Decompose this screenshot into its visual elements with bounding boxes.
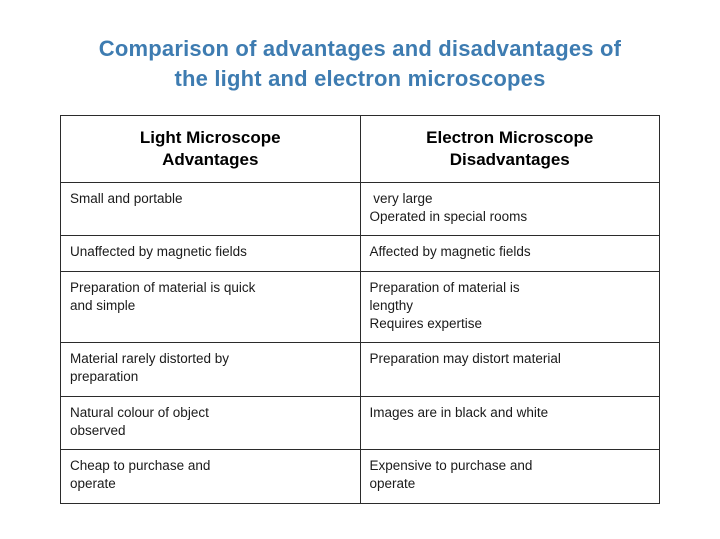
table-row — [61, 236, 660, 271]
table-row — [61, 396, 660, 449]
column-header-light-line-1: Light Microscope — [139, 128, 281, 148]
cell-text: observed — [70, 422, 126, 438]
column-header-light-line-2: Advantages — [162, 149, 259, 169]
cell-text: Small and portable — [70, 190, 183, 206]
cell-text: Requires expertise — [369, 315, 483, 331]
column-header-electron-line-1: Electron Microscope — [426, 128, 594, 148]
cell-text: operate — [70, 476, 116, 492]
cell-text: Cheap to purchase and — [70, 458, 211, 474]
cell-text: Affected by magnetic fields — [369, 244, 531, 260]
table-header-row — [61, 116, 660, 183]
cell-text: operate — [369, 476, 416, 492]
cell-right — [360, 182, 660, 235]
page-title-line-1: Comparison of advantages and disadvantages of — [98, 36, 622, 61]
cell-text: preparation — [70, 369, 139, 385]
cell-left — [61, 182, 361, 235]
cell-left — [61, 343, 361, 396]
cell-right — [360, 450, 660, 503]
cell-right — [360, 236, 660, 271]
table-row — [61, 343, 660, 396]
comparison-table — [60, 115, 660, 503]
cell-text: Material rarely distorted by — [70, 351, 230, 367]
column-header-electron-microscope — [360, 116, 660, 183]
cell-text: and simple — [70, 297, 136, 313]
cell-left — [61, 271, 361, 343]
cell-left — [61, 236, 361, 271]
table-body — [61, 182, 660, 503]
cell-text: lengthy — [369, 297, 414, 313]
cell-text: Operated in special rooms — [369, 209, 528, 225]
page-title-line-2: the light and electron microscopes — [174, 65, 546, 91]
comparison-table-wrapper — [60, 115, 660, 503]
table-row — [61, 182, 660, 235]
cell-text: Natural colour of object — [70, 404, 209, 420]
cell-right — [360, 271, 660, 343]
cell-text: very large — [369, 190, 433, 206]
cell-text: Preparation of material is — [369, 279, 520, 295]
column-header-electron-line-2: Disadvantages — [449, 149, 570, 169]
cell-left — [61, 396, 361, 449]
cell-left — [61, 450, 361, 503]
column-header-light-microscope — [61, 116, 361, 183]
cell-right — [360, 343, 660, 396]
table-header — [61, 116, 660, 183]
cell-text: Expensive to purchase and — [369, 458, 533, 474]
cell-text: Preparation may distort material — [369, 351, 561, 367]
cell-text: Preparation of material is quick — [70, 279, 256, 295]
table-row — [61, 450, 660, 503]
table-row — [61, 271, 660, 343]
cell-text: Images are in black and white — [369, 404, 549, 420]
cell-text: Unaffected by magnetic fields — [70, 244, 247, 260]
cell-right — [360, 396, 660, 449]
page-title — [0, 0, 720, 93]
